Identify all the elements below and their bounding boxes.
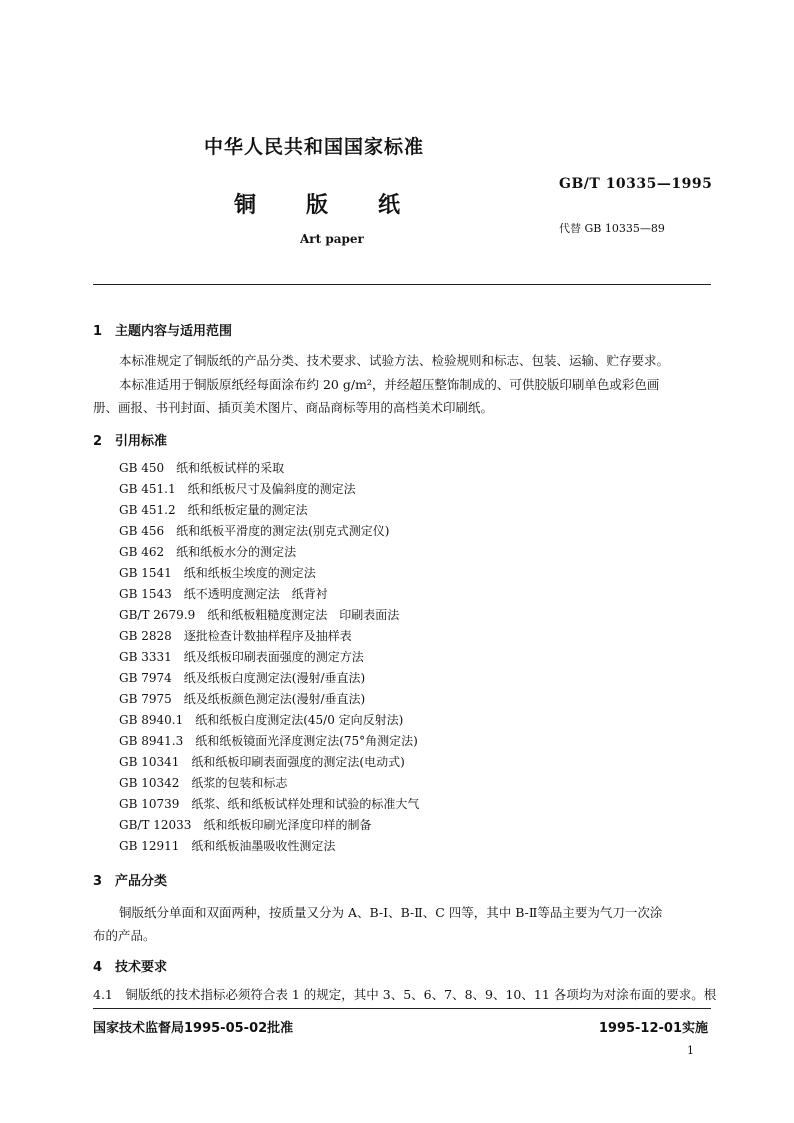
reference-item: GB 10739 纸浆、纸和纸板试样处理和试验的标准大气 — [119, 797, 420, 811]
reference-item: GB 451.2 纸和纸板定量的测定法 — [119, 503, 308, 517]
header-divider — [93, 284, 711, 285]
reference-item: GB 10342 纸浆的包装和标志 — [119, 776, 288, 790]
section-1-line-2: 本标准适用于铜版原纸经每面涂布约 20 g/m²，并经超压整饰制成的、可供胶版印刷单色或彩色画 — [119, 377, 660, 392]
reference-item: GB 8940.1 纸和纸板白度测定法(45/0 定向反射法) — [119, 713, 404, 727]
title-char-2: 版 — [306, 193, 329, 218]
document-title-english: Art paper — [300, 232, 364, 246]
reference-item: GB/T 12033 纸和纸板印刷光泽度印样的制备 — [119, 818, 372, 832]
approval-note: 国家技术监督局1995-05-02批准 — [93, 1021, 294, 1036]
reference-item: GB 456 纸和纸板平滑度的测定法(别克式测定仪) — [119, 524, 390, 538]
reference-item: GB 1541 纸和纸板尘埃度的测定法 — [119, 566, 316, 580]
reference-item: GB 10341 纸和纸板印刷表面强度的测定法(电动式) — [119, 755, 405, 769]
title-char-1: 铜 — [234, 193, 257, 218]
reference-item: GB 3331 纸及纸板印刷表面强度的测定方法 — [119, 650, 364, 664]
effective-date: 1995-12-01实施 — [598, 1021, 708, 1036]
reference-item: GB 7974 纸及纸板白度测定法(漫射/垂直法) — [119, 671, 366, 685]
reference-item: GB 2828 逐批检查计数抽样程序及抽样表 — [119, 629, 352, 643]
reference-item: GB 1543 纸不透明度测定法 纸背衬 — [119, 587, 328, 601]
section-1-line-1: 本标准规定了铜版纸的产品分类、技术要求、试验方法、检验规则和标志、包装、运输、贮存要求。 — [119, 353, 670, 368]
document-title — [234, 188, 400, 219]
section-3-line-1: 铜版纸分单面和双面两种，按质量又分为 A、B-Ⅰ、B-Ⅱ、C 四等，其中 B-Ⅱ等品主要为气刀一次涂 — [119, 905, 663, 920]
standard-code: GB/T 10335—1995 — [559, 176, 713, 192]
section-3-heading: 3 产品分类 — [93, 874, 168, 889]
page-number: 1 — [687, 1044, 694, 1057]
section-1-line-3: 册、画报、书刊封面、插页美术图片、商品商标等用的高档美术印刷纸。 — [93, 400, 494, 415]
section-1-heading: 1 主题内容与适用范围 — [93, 324, 233, 339]
reference-item: GB 462 纸和纸板水分的测定法 — [119, 545, 297, 559]
reference-item: GB/T 2679.9 纸和纸板粗糙度测定法 印刷表面法 — [119, 608, 400, 622]
section-4-heading: 4 技术要求 — [93, 960, 168, 975]
section-4-1-line: 4.1 铜版纸的技术指标必须符合表 1 的规定，其中 3、5、6、7、8、9、10、11 各项均为对涂布面的要求。根 — [93, 987, 717, 1002]
footer-divider — [93, 1008, 711, 1009]
reference-item: GB 12911 纸和纸板油墨吸收性测定法 — [119, 839, 336, 853]
replaces-note: 代替 GB 10335—89 — [559, 222, 665, 235]
reference-item: GB 8941.3 纸和纸板镜面光泽度测定法(75°角测定法) — [119, 734, 418, 748]
section-2-heading: 2 引用标准 — [93, 434, 168, 449]
reference-item: GB 7975 纸及纸板颜色测定法(漫射/垂直法) — [119, 692, 366, 706]
reference-item: GB 450 纸和纸板试样的采取 — [119, 461, 285, 475]
reference-item: GB 451.1 纸和纸板尺寸及偏斜度的测定法 — [119, 482, 356, 496]
title-char-3: 纸 — [378, 193, 401, 218]
section-3-line-2: 布的产品。 — [93, 928, 156, 943]
national-standard-label: 中华人民共和国国家标准 — [204, 136, 425, 158]
